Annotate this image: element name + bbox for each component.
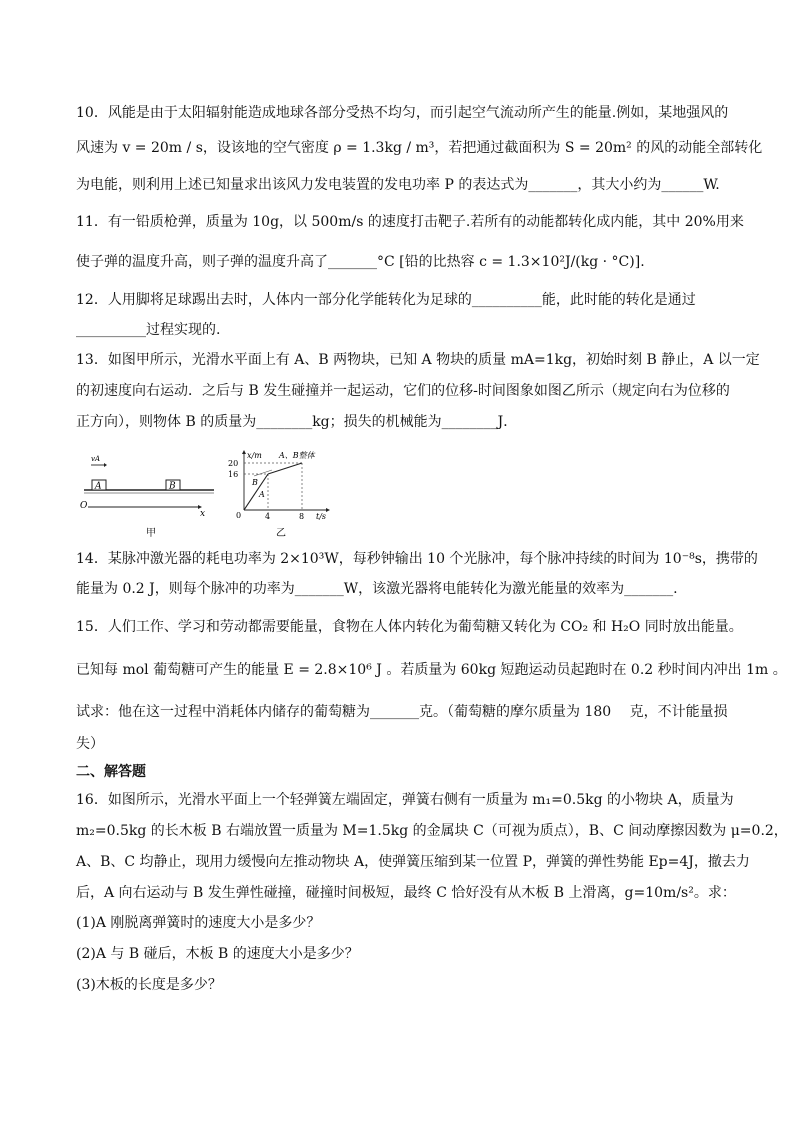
yi-label-leader [254,470,272,476]
block-b-label: B [169,481,176,492]
q13-figures [76,450,376,540]
q14-line-1: 14．某脉冲激光器的耗电功率为 2×10³W，每秒钟输出 10 个光脉冲，每个脉冲持续的时间为 10⁻⁸s，携带的 [76,551,758,567]
q15-line-4: 失） [76,736,104,752]
yi-a-label: A [259,490,265,499]
q13-figures-svg [76,450,376,540]
q11-line-1: 11．有一铅质枪弹，质量为 10g，以 500m/s 的速度打击靶子.若所有的动能都转化成内能，其中 20%用来 [76,214,744,230]
q14-line-2: 能量为 0.2 J，则每个脉冲的功率为_______W，该激光器将电能转化为激光能量的效率为_______. [76,581,678,597]
yi-tick-20: 20 [228,459,239,468]
q12-line-2: __________过程实现的. [76,322,221,338]
caption-yi: 乙 [276,528,286,539]
q13-line-3: 正方向），则物体 B 的质量为________kg；损失的机械能为________J． [76,414,518,430]
q16-line-1: 16．如图所示，光滑水平面上一个轻弹簧左端固定，弹簧右侧有一质量为 m₁=0.5kg 的小物块 A，质量为 [76,792,734,808]
velocity-arrow-icon [104,463,107,467]
q11-line-2: 使子弹的温度升高，则子弹的温度升高了_______°C [铅的比热容 c = 1.3×10²J/(kg · °C)]. [76,254,645,270]
yi-y-label: x/m [247,451,262,460]
yi-y-arrow-icon [242,450,246,454]
q16-sub-1: (1)A 刚脱离弹簧时的速度大小是多少？ [76,915,321,931]
origin-o-label: O [80,501,88,511]
q12-line-1: 12．人用脚将足球踢出去时，人体内一部分化学能转化为足球的__________能，此时能的转化是通过 [76,292,696,308]
q15-line-3: 试求：他在这一过程中消耗体内储存的葡萄糖为_______克。（葡萄糖的摩尔质量为 180 克，不计能量损 [76,704,728,720]
yi-b-label: B [252,478,258,487]
q13-line-1: 13．如图甲所示，光滑水平面上有 A、B 两物块，已知 A 物块的质量 mA=1kg，初始时刻 B 静止，A 以一定 [76,352,760,368]
q16-sub-2: (2)A 与 B 碰后，木板 B 的速度大小是多少？ [76,946,359,962]
q16-line-2: m₂=0.5kg 的长木板 B 右端放置一质量为 M=1.5kg 的金属块 C（可视为质点），B、C 间动摩擦因数为 μ=0.2， [76,823,788,839]
q10-line-2: 风速为 v = 20m / s，设该地的空气密度 ρ = 1.3kg / m³，若把通过截面积为 S = 20m² 的风的动能全部转化 [76,140,763,156]
yi-tick-8: 8 [299,512,305,521]
yi-origin-label: 0 [236,511,242,520]
velocity-label: vA [91,455,101,463]
q10-line-1: 10．风能是由于太阳辐射能造成地球各部分受热不均匀，而引起空气流动所产生的能量.例如，某地强风的 [76,105,729,121]
q15-line-2: 已知每 mol 葡萄糖可产生的能量 E = 2.8×10⁶ J 。若质量为 60kg 短跑运动员起跑时在 0.2 秒时间内冲出 1m 。 [76,662,787,678]
block-a-label: A [95,481,102,492]
yi-x-label: t/s [316,512,327,521]
yi-tick-4: 4 [265,512,271,521]
q10-line-3: 为电能，则利用上述已知量求出该风力发电装置的发电功率 P 的表达式为_______，其大小约为______W. [76,177,720,193]
yi-line-ab [268,463,302,474]
q16-line-4: 后，A 向右运动与 B 发生弹性碰撞，碰撞时间极短，最终 C 恰好没有从木板 B 上滑离，g=10m/s²。求： [76,885,736,901]
figure-yi [228,450,330,539]
q16-sub-3: (3)木板的长度是多少？ [76,977,222,993]
q15-line-1: 15．人们工作、学习和劳动都需要能量，食物在人体内转化为葡萄糖又转化为 CO₂ 和 H₂O 同时放出能量。 [76,619,743,635]
q13-line-2: 的初速度向右运动．之后与 B 发生碰撞并一起运动，它们的位移-时间图象如图乙所示（规定向右为位移的 [76,383,730,399]
yi-tick-16: 16 [228,470,239,479]
q16-line-3: A、B、C 均静止，现用力缓慢向左推动物块 A，使弹簧压缩到某一位置 P，弹簧的弹性势能 Ep=4J，撤去力 [76,854,750,870]
section-heading: 二、解答题 [76,764,146,780]
yi-x-arrow-icon [326,508,330,512]
yi-curve-label: A、B整体 [279,451,315,460]
figure-jia [80,455,214,539]
caption-jia: 甲 [146,528,156,539]
x-axis-label: x [200,509,206,519]
